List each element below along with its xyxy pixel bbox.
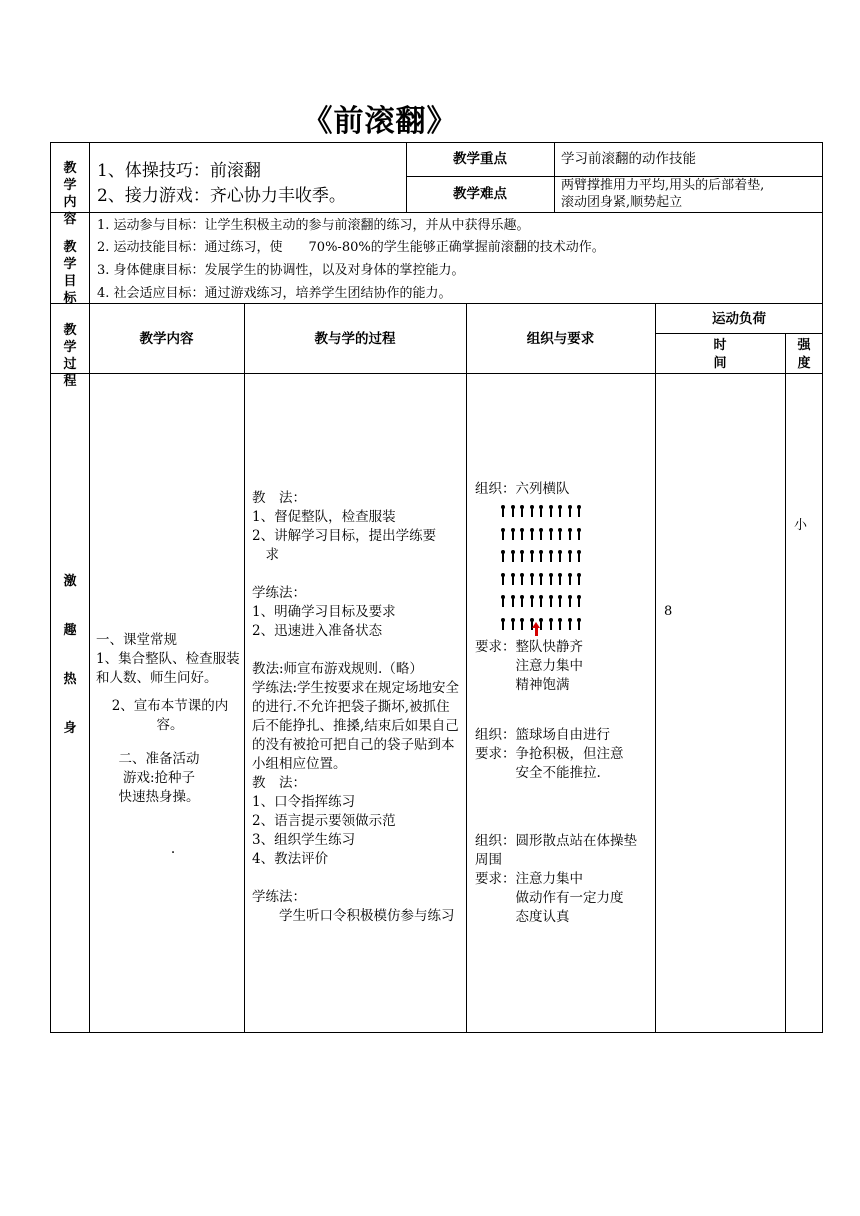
header-load: 运动负荷 <box>712 311 766 327</box>
row-divider <box>50 303 823 304</box>
student-icon <box>578 531 580 540</box>
objective-item: 3. 身体健康目标：发展学生的协调性，以及对身体的掌控能力。 <box>97 263 465 278</box>
student-icon <box>521 531 523 540</box>
key-point-value: 学习前滚翻的动作技能 <box>561 151 696 167</box>
row-divider <box>50 373 823 374</box>
student-icon <box>521 576 523 585</box>
student-icon <box>569 598 571 607</box>
col-divider <box>244 303 245 1033</box>
student-icon <box>512 508 514 517</box>
teacher-icon <box>535 628 538 636</box>
student-icon <box>531 508 533 517</box>
col-divider <box>785 333 786 1033</box>
student-icon <box>502 598 504 607</box>
difficulty-label: 教学难点 <box>453 186 507 202</box>
student-icon <box>502 531 504 540</box>
org-block-3: 组织：圆形散点站在体操垫周围 要求：注意力集中 做动作有一定力度 态度认真 <box>475 833 637 925</box>
student-icon <box>569 621 571 630</box>
time-value: 8 <box>664 604 673 619</box>
org-heading: 组织：六列横队 <box>475 481 570 497</box>
student-icon <box>569 576 571 585</box>
student-icon <box>578 508 580 517</box>
objective-item: 4. 社会适应目标：通过游戏练习，培养学生团结协作的能力。 <box>97 286 452 301</box>
row-divider <box>655 333 823 334</box>
student-icon <box>512 553 514 562</box>
student-icon <box>578 598 580 607</box>
formation-diagram <box>496 500 586 640</box>
header-time: 时 间 <box>713 338 727 371</box>
col-divider <box>655 303 656 1033</box>
student-icon <box>540 598 542 607</box>
student-icon <box>550 576 552 585</box>
student-icon <box>559 531 561 540</box>
student-icon <box>521 621 523 630</box>
header-organization: 组织与要求 <box>526 331 595 347</box>
student-icon <box>578 553 580 562</box>
col-divider <box>89 142 90 1033</box>
student-icon <box>540 553 542 562</box>
student-icon <box>550 621 552 630</box>
student-icon <box>559 508 561 517</box>
phase-label: 激 趣 热 身 <box>63 574 77 736</box>
content-line-1: 1、体操技巧：前滚翻 <box>97 161 261 181</box>
process-label: 教 学 过 程 <box>63 323 77 389</box>
student-icon <box>502 508 504 517</box>
difficulty-value: 两臂撑推用力平均,用头的后部着垫, 滚动团身紧,顺势起立 <box>561 178 765 210</box>
student-icon <box>559 553 561 562</box>
student-icon <box>502 553 504 562</box>
student-icon <box>512 531 514 540</box>
col-divider <box>466 303 467 1033</box>
student-icon <box>521 598 523 607</box>
student-icon <box>502 576 504 585</box>
student-icon <box>550 531 552 540</box>
student-icon <box>569 508 571 517</box>
content-cell-2: 2、宣布本节课的内容。 <box>111 698 229 733</box>
content-line-2: 2、接力游戏：齐心协力丰收季。 <box>97 186 346 206</box>
header-intensity: 强 度 <box>797 338 811 371</box>
student-icon <box>550 553 552 562</box>
student-icon <box>569 553 571 562</box>
key-point-label: 教学重点 <box>453 151 507 167</box>
student-icon <box>531 598 533 607</box>
student-icon <box>550 598 552 607</box>
student-icon <box>512 598 514 607</box>
student-icon <box>559 621 561 630</box>
col-divider <box>554 142 555 212</box>
content-dot: . <box>170 841 176 857</box>
student-icon <box>512 621 514 630</box>
student-icon <box>531 576 533 585</box>
student-icon <box>512 576 514 585</box>
student-icon <box>531 553 533 562</box>
student-icon <box>540 621 542 630</box>
student-icon <box>559 598 561 607</box>
org-block-2: 组织：篮球场自由进行 要求：争抢积极，但注意 安全不能推拉. <box>475 727 624 781</box>
page-title: 《前滚翻》 <box>302 104 458 139</box>
student-icon <box>550 508 552 517</box>
student-icon <box>521 553 523 562</box>
student-icon <box>540 531 542 540</box>
student-icon <box>531 531 533 540</box>
student-icon <box>578 621 580 630</box>
student-icon <box>559 576 561 585</box>
process-cell: 教 法： 1、督促整队，检查服装 2、讲解学习目标，提出学练要 求 学练法： 1、明确学习目标及要求 2、迅速进入准备状态 教法:师宣布游戏规则.（略） 学练法:学生按要求在规定场地安全的进行.不允许把袋子撕坏,被抓住后不能挣扎、推搡,结束后如果自己的没有被抢可把自己的袋子贴到本小组相应位置。 教 法： 1、口令指挥练习 2、语言提示要领做示范 3、组织学生练习 4、教法评价 学练法： 学生听口令积极模仿参与练习 <box>252 490 460 924</box>
content-label: 教 学 内 容 <box>63 161 77 227</box>
content-cell-3: 二、准备活动 游戏:抢种子 快速热身操。 <box>118 751 200 805</box>
objective-item: 1. 运动参与目标：让学生积极主动的参与前滚翻的练习，并从中获得乐趣。 <box>97 218 530 233</box>
student-icon <box>502 621 504 630</box>
student-icon <box>540 508 542 517</box>
header-process: 教与学的过程 <box>314 331 396 347</box>
student-icon <box>540 576 542 585</box>
content-cell: 一、课堂常规 1、集合整队、检查服装和人数、师生问好。 <box>96 632 240 686</box>
row-divider <box>50 212 823 213</box>
student-icon <box>569 531 571 540</box>
intensity-value: 小 <box>794 518 808 533</box>
header-content: 教学内容 <box>139 331 194 347</box>
student-icon <box>521 508 523 517</box>
student-icon <box>578 576 580 585</box>
objectives-label: 教 学 目 标 <box>63 240 77 306</box>
org-requirement-1: 要求：整队快静齐 注意力集中 精神饱满 <box>475 639 583 693</box>
objective-item: 2. 运动技能目标：通过练习，使 70%-80%的学生能够正确掌握前滚翻的技术动作。 <box>97 240 605 255</box>
